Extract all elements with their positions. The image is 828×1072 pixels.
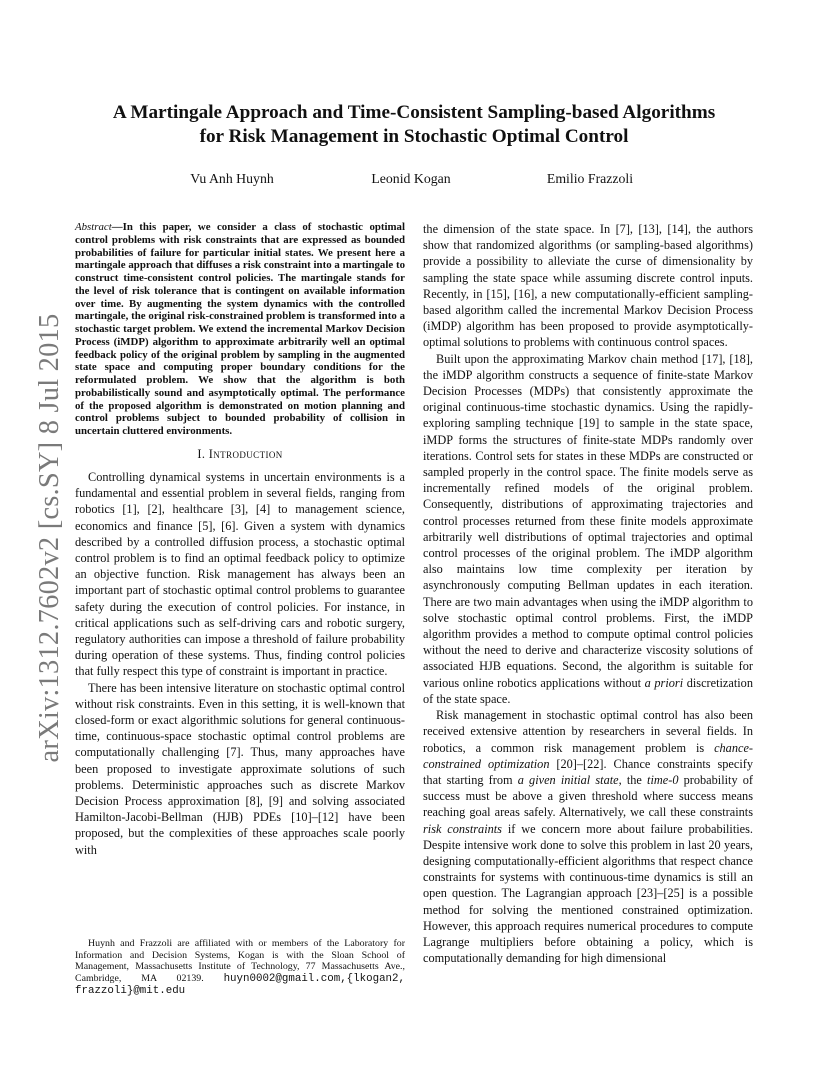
emphasis-risk-constraints: risk constraints	[423, 821, 502, 836]
right-column	[423, 221, 753, 966]
left-column	[75, 221, 405, 858]
paragraph-4-text: Built upon the approximating Markov chain method [17], [18], the iMDP algorithm constructs a sequence of finite-state Markov Decision Processes (MDPs) that consistently approximate the original continuous-time stochastic dynamics. Using the rapidly-exploring sampling technique [19] to sample in the state space, iMDP forms the structures of finite-state MDPs randomly over iterations. Control sets for states in these MDPs are constructed or sampled properly in the control space. The finite models serve as incrementally refined models of the original problem. Consequently, distributions of approximating trajectories and control processes returned from these finite models approximate arbitrarily well distributions of optimal trajectories and optimal control processes of the original problem. The iMDP algorithm also maintains low time complexity per iteration by asynchronously computing Bellman updates in each iteration. There are two main advantages when using the iMDP algorithm to solve stochastic optimal control problems. First, the iMDP algorithm provides a method to compute optimal control policies without the need to derive and characterize viscosity solutions of associated HJB equations. Second, the algorithm is suitable for various online robotics applications without	[423, 351, 753, 690]
paragraph-5-part-e: if we concern more about failure probabilities. Despite intensive work done to solve this problem in last 20 years, designing computationally-efficient algorithms that respect chance constraints for systems with continuous-time dynamics is still an open question. The Lagrangian approach [23]–[25] is a possible method for solving the mentioned constrained optimization. However, this approach requires numerical procedures to compute Lagrange multipliers before obtaining a policy, which is computationally demanding for high dimensional	[423, 821, 753, 966]
footnote-emails: huyn0002@gmail.com,{lkogan2, frazzoli}@mit.edu	[75, 972, 405, 998]
intro-paragraph-2: There has been intensive literature on stochastic optimal control without risk constraints. Even in this setting, it is well-known that closed-form or exact algorithmic solutions for general continuous-time, continuous-space stochastic optimal control problems are computationally challenging [7]. Thus, many approaches have been proposed to investigate approximate solutions of such problems. Deterministic approaches such as discrete Markov Decision Process approximation [8], [9] and solving associated Hamilton-Jacobi-Bellman (HJB) PDEs [10]–[12] have been proposed, but the complexities of these approaches scale poorly with	[75, 680, 405, 857]
emphasis-time-0: time-0	[647, 772, 679, 787]
section-heading-introduction: I. Introduction	[197, 446, 283, 461]
abstract-label: Abstract	[75, 221, 112, 233]
title-line-2: for Risk Management in Stochastic Optimal Control	[199, 126, 629, 147]
paragraph-5-part-a: Risk management in stochastic optimal control has also been received extensive attention by researchers in several fields. In robotics, a common risk management problem is	[423, 708, 753, 755]
title-line-1: A Martingale Approach and Time-Consistent Sampling-based Algorithms	[112, 102, 716, 123]
abstract-text: In this paper, we consider a class of stochastic optimal control problems with risk constraints that are expressed as bounded probabilities of failure for particular initial states. We present here a martingale approach that diffuses a risk constraint into a martingale to construct time-consistent control policies. The martingale stands for the level of risk tolerance that is contingent on available information over time. By augmenting the system dynamics with the controlled martingale, the original risk-constrained problem is transformed into a stochastic target problem. We extend the incremental Markov Decision Process (iMDP) algorithm to approximate arbitrarily well an optimal feedback policy of the original problem by sampling in the augmented state space and computing proper boundary conditions for the reformulated problem. We show that the algorithm is both probabilistically sound and asymptotically optimal. The performance of the proposed algorithm is demonstrated on motion planning and control problems subject to bounded probability of collision in uncertain cluttered environments.	[75, 221, 405, 437]
intro-paragraph-3: the dimension of the state space. In [7], [13], [14], the authors show that randomized algorithms (or sampling-based algorithms) provide a possibility to alleviate the curse of dimensionality by sampling the state space while assuming discrete control inputs. Recently, in [15], [16], a new computationally-efficient sampling-based algorithm called the incremental Markov Decision Process (iMDP) algorithm has been proposed to provide asymptotically-optimal solutions to problems with continuous control spaces.	[423, 222, 753, 350]
paper-title	[80, 101, 748, 149]
emphasis-given-initial-state: a given initial state	[517, 772, 619, 787]
author-frazzoli: Emilio Frazzoli	[546, 171, 634, 186]
author-kogan: Leonid Kogan	[371, 171, 451, 186]
paragraph-4-end: discretization of the state space.	[423, 675, 753, 706]
intro-paragraph-1: Controlling dynamical systems in uncertain environments is a fundamental and essential problem in several fields, ranging from robotics [1], [2], healthcare [3], [4] to management science, economics and finance [5], [6]. Given a system with dynamics described by a controlled diffusion process, a stochastic optimal control problem is to find an optimal feedback policy to optimize an objective function. Risk management has always been an important part of stochastic optimal control problems to guarantee safety during the execution of control policies. For instance, in critical applications such as self-driving cars and robotic surgery, regulatory authorities can impose a threshold of failure probability during operation of these systems. Thus, finding control policies that fully respect this type of constraint is important in practice.	[75, 469, 405, 679]
emphasis-a-priori: a priori	[644, 675, 684, 690]
author-huynh: Vu Anh Huynh	[190, 171, 274, 186]
paragraph-5-part-d: probability of success must be above a given threshold where success means reaching goal areas safely. Alternatively, we call these constraints	[423, 772, 754, 820]
intro-paragraph-5	[423, 707, 753, 966]
affiliation-footnote	[75, 938, 405, 998]
abstract	[75, 221, 405, 438]
arxiv-side-stamp: arXiv:1312.7602v2 [cs.SY] 8 Jul 2015	[34, 313, 65, 763]
footnote-text: Huynh and Frazzoli are affiliated with or members of the Laboratory for Information and Decision Systems, Kogan is with the Sloan School of Management, Massachusetts Institute of Technology, 77 Massachusetts Ave., Cambridge, MA 02139.	[75, 938, 405, 984]
paragraph-5-part-c: , the	[618, 772, 642, 787]
intro-paragraph-4	[423, 351, 753, 707]
emphasis-chance-constrained: chance-constrained optimization	[423, 740, 753, 771]
paragraph-5-part-b: [20]–[22]. Chance constraints specify that starting from	[423, 756, 753, 787]
abstract-dash: —	[111, 221, 123, 233]
